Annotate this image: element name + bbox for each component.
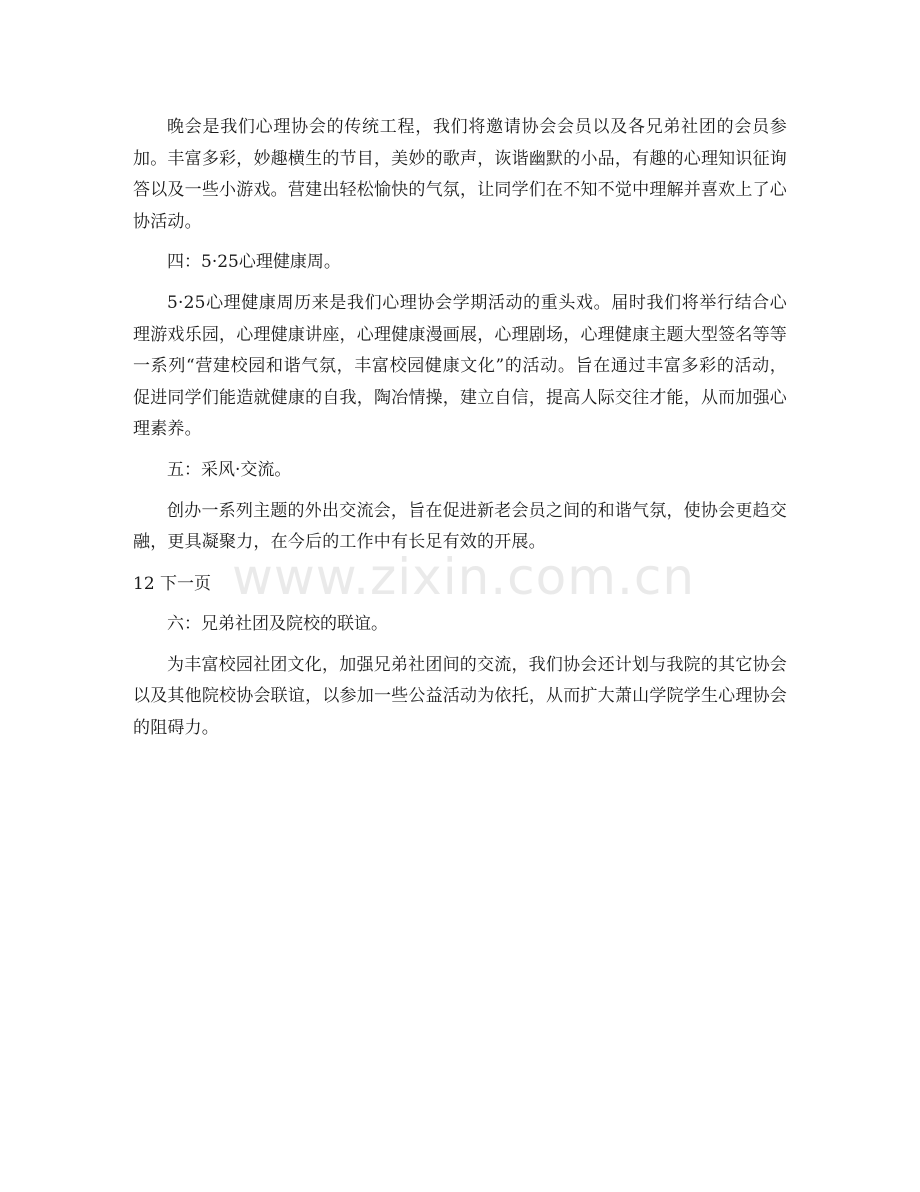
pagination-link[interactable]: 12 下一页: [133, 574, 212, 594]
section-heading-exchange: 五：采风·交流。: [167, 459, 292, 480]
watermark: www.zixin.com.cn: [232, 548, 696, 606]
paragraph-evening-party: 晚会是我们心理协会的传统工程，我们将邀请协会会员以及各兄弟社团的会员参加。丰富多彩，妙趣横生的节目，美妙的歌声，诙谐幽默的小品，有趣的心理知识征询答以及一些小游戏。营建出轻松愉快的气氛，让同学们在不知不觉中理解并喜欢上了心协活动。: [133, 117, 787, 232]
paragraph-exchange: 创办一系列主题的外出交流会，旨在促进新老会员之间的和谐气氛，使协会更趋交融，更具凝聚力，在今后的工作中有长足有效的开展。: [133, 500, 787, 553]
document-body-continued: [133, 606, 787, 744]
section-heading-inter-club: 六：兄弟社团及院校的联谊。: [167, 614, 388, 634]
paragraph-mental-health-week: 5·25心理健康周历来是我们心理协会学期活动的重头戏。届时我们将举行结合心理游戏乐园，心理健康讲座，心理健康漫画展，心理剧场，心理健康主题大型签名等等一系列“营建校园和谐气氛，丰富校园健康文化”的活动。旨在通过丰富多彩的活动，促进同学们能造就健康的自我，陶冶情操，建立自信，提高人际交往才能，从而加强心理素养。: [133, 292, 787, 440]
section-heading-mental-health-week: 四：5·25心理健康周。: [167, 252, 341, 273]
paragraph-inter-club: 为丰富校园社团文化，加强兄弟社团间的交流，我们协会还计划与我院的其它协会以及其他院校协会联谊，以参加一些公益活动为依托，从而扩大萧山学院学生心理协会的阻碍力。: [133, 654, 787, 738]
document-body: [133, 112, 787, 559]
